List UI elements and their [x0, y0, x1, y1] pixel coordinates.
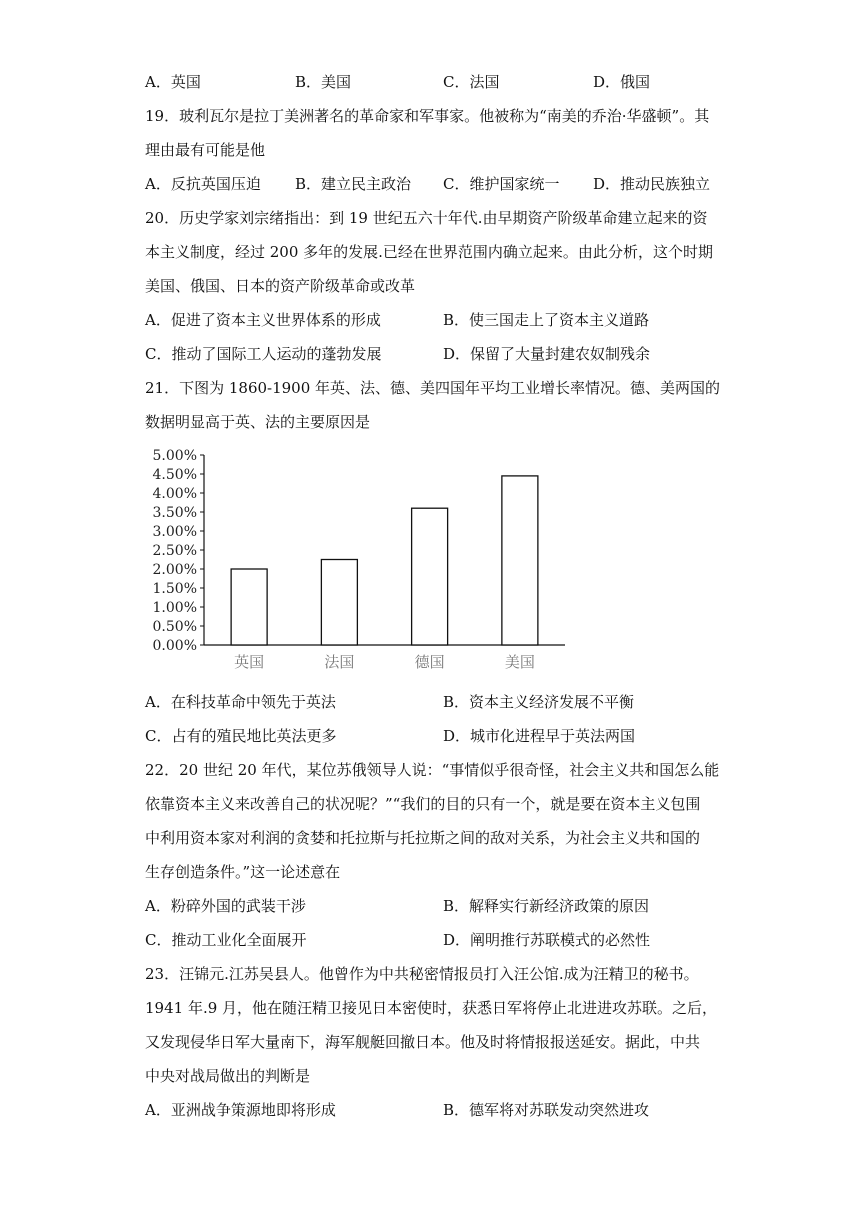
q22-option-d: D．阐明推行苏联模式的必然性	[443, 931, 651, 949]
q18-option-a: A．英国	[145, 73, 201, 91]
q19-option-a: A．反抗英国压迫	[145, 175, 261, 193]
bar	[321, 560, 357, 646]
q20-option-a: A．促进了资本主义世界体系的形成	[145, 311, 381, 329]
bar	[412, 508, 448, 645]
x-category-label: 法国	[324, 653, 355, 671]
q22-option-a: A．粉碎外国的武装干涉	[145, 897, 306, 915]
q20-option-c: C．推动了国际工人运动的蓬勃发展	[145, 345, 382, 363]
q23-option-a: A．亚洲战争策源地即将形成	[145, 1101, 336, 1119]
q21-option-d: D．城市化进程早于英法两国	[443, 727, 636, 745]
q18-option-b: B．美国	[295, 73, 352, 91]
q22-option-c: C．推动工业化全面展开	[145, 931, 307, 949]
q21-stem-line: 数据明显高于英、法的主要原因是	[145, 413, 371, 431]
q19-option-d: D．推动民族独立	[593, 175, 711, 193]
q19-option-b: B．建立民主政治	[295, 175, 412, 193]
y-tick-label: 4.50%	[152, 467, 197, 483]
y-tick-label: 0.00%	[152, 638, 197, 654]
q19-stem-line: 19．玻利瓦尔是拉丁美洲著名的革命家和军事家。他被称为“南美的乔治·华盛顿”。其	[145, 107, 710, 125]
q21-bar-chart	[140, 445, 580, 680]
q20-option-d: D．保留了大量封建农奴制残余	[443, 345, 651, 363]
q23-stem-line: 23．汪锦元.江苏吴县人。他曾作为中共秘密情报员打入汪公馆.成为汪精卫的秘书。	[145, 965, 699, 983]
q19-option-c: C．维护国家统一	[443, 175, 560, 193]
q21-option-a: A．在科技革命中领先于英法	[145, 693, 336, 711]
x-category-label: 德国	[414, 653, 445, 671]
y-tick-label: 3.00%	[152, 524, 197, 540]
q21-option-b: B．资本主义经济发展不平衡	[443, 693, 635, 711]
q22-stem-line: 依靠资本主义来改善自己的状况呢？”“我们的目的只有一个，就是要在资本主义包围	[145, 795, 701, 813]
q22-stem-line: 中利用资本家对利润的贪婪和托拉斯与托拉斯之间的敌对关系，为社会主义共和国的	[145, 829, 701, 847]
y-tick-label: 2.50%	[152, 543, 197, 559]
q21-option-c: C．占有的殖民地比英法更多	[145, 727, 337, 745]
x-category-label: 英国	[234, 653, 265, 671]
y-tick-label: 1.00%	[152, 600, 197, 616]
y-tick-label: 1.50%	[152, 581, 197, 597]
y-tick-label: 2.00%	[152, 562, 197, 578]
q23-stem-line: 中央对战局做出的判断是	[145, 1067, 311, 1085]
q22-stem-line: 22．20 世纪 20 年代，某位苏俄领导人说：“事情似乎很奇怪，社会主义共和国怎么能	[145, 761, 720, 779]
x-category-label: 美国	[504, 653, 535, 671]
q20-stem-line: 本主义制度，经过 200 多年的发展.已经在世界范围内确立起来。由此分析，这个时期	[145, 243, 713, 261]
q18-option-c: C．法国	[443, 73, 500, 91]
y-tick-label: 3.50%	[152, 505, 197, 521]
q22-stem-line: 生存创造条件。”这一论述意在	[145, 863, 341, 881]
bar	[502, 476, 538, 645]
y-tick-label: 0.50%	[152, 619, 197, 635]
q21-stem-line: 21．下图为 1860-1900 年英、法、德、美四国年平均工业增长率情况。德、美两国的	[145, 379, 721, 397]
q20-stem-line: 美国、俄国、日本的资产阶级革命或改革	[145, 277, 416, 295]
q18-option-d: D．俄国	[593, 73, 651, 91]
q22-option-b: B．解释实行新经济政策的原因	[443, 897, 650, 915]
q20-stem-line: 20．历史学家刘宗绪指出：到 19 世纪五六十年代.由早期资产阶级革命建立起来的资	[145, 209, 708, 227]
bar	[231, 569, 267, 645]
q23-option-b: B．德军将对苏联发动突然进攻	[443, 1101, 650, 1119]
y-tick-label: 5.00%	[152, 448, 197, 464]
q19-stem-line: 理由最有可能是他	[145, 141, 266, 159]
y-tick-label: 4.00%	[152, 486, 197, 502]
q23-stem-line: 1941 年.9 月，他在随汪精卫接见日本密使时，获悉日军将停止北进进攻苏联。之后，	[145, 999, 718, 1017]
q20-option-b: B．使三国走上了资本主义道路	[443, 311, 650, 329]
q23-stem-line: 又发现侵华日军大量南下，海军舰艇回撤日本。他及时将情报报送延安。据此，中共	[145, 1033, 701, 1051]
